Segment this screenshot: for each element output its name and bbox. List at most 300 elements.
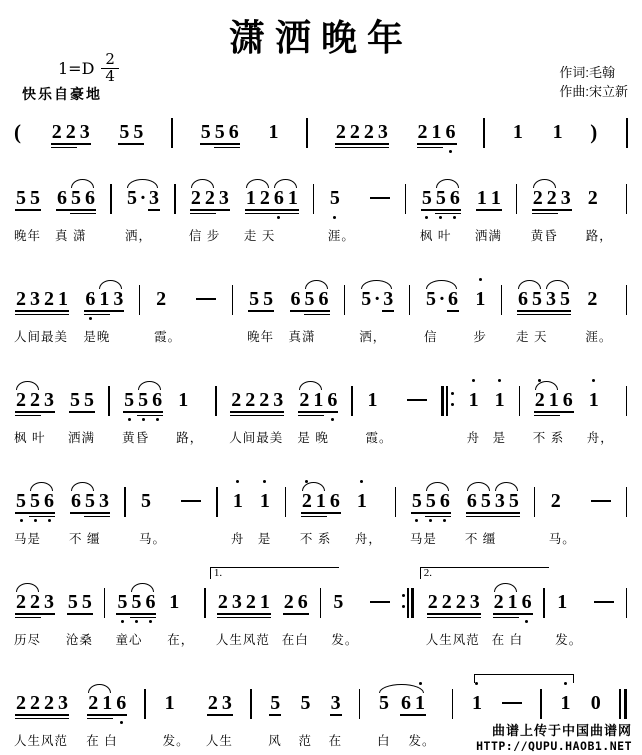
note-digit: 5 <box>425 490 436 512</box>
note-digits <box>231 491 245 512</box>
note-digit: 6 <box>521 591 532 613</box>
lyric-text: 是 <box>492 431 507 445</box>
slur-arc <box>71 482 94 491</box>
beam-underline <box>476 209 502 211</box>
note-group <box>154 277 168 321</box>
beam-underline <box>417 147 443 149</box>
note-digits <box>420 188 462 209</box>
beam-underline <box>84 310 124 312</box>
note-digit: 5 <box>333 591 344 613</box>
note-group <box>117 110 145 154</box>
note-digit: 6 <box>56 187 67 209</box>
barline-thin <box>619 689 621 719</box>
note-group <box>589 681 603 725</box>
note-digit: 6 <box>70 490 81 512</box>
note-digit: 5 <box>300 692 311 714</box>
note-digit: 1 <box>232 490 243 512</box>
note-digits <box>117 122 145 143</box>
beam-underline <box>130 617 156 619</box>
beam-underline <box>298 411 338 413</box>
octave-dot-low <box>443 519 446 522</box>
barline-thick <box>441 386 444 416</box>
beam-underline <box>29 516 55 518</box>
octave-dot-low <box>449 150 452 153</box>
beam-underline <box>532 213 558 215</box>
lyric-text: 舟 <box>230 532 245 546</box>
note-digit: 5 <box>67 591 78 613</box>
note-digit: 5 <box>435 187 446 209</box>
note-digit: 1 <box>259 591 270 613</box>
repeat-end-sign <box>402 580 416 624</box>
beam-underline <box>70 213 96 215</box>
note-digit: 6 <box>445 121 456 143</box>
dash-continuation <box>405 378 429 422</box>
barline <box>104 588 106 618</box>
note-digit: 2 <box>204 187 215 209</box>
lyric-text: 涯。 <box>585 330 613 344</box>
beam-underline <box>56 209 96 211</box>
measure-barline <box>174 176 176 220</box>
note-digit: 2 <box>190 187 201 209</box>
barline <box>516 184 518 214</box>
measure-barline <box>232 277 234 321</box>
note-digit: 5 <box>117 591 128 613</box>
beam-underline <box>118 143 144 145</box>
note-digit: 5 <box>214 121 225 143</box>
octave-dot-low <box>142 418 145 421</box>
note-group <box>68 378 96 422</box>
lyric-text: 洒， <box>359 330 387 344</box>
note-group <box>587 378 601 422</box>
dash-continuation <box>592 580 616 624</box>
octave-dot-low <box>525 620 528 623</box>
octave-dot-low <box>121 620 124 623</box>
lyric-text: 涯。 <box>327 229 355 243</box>
note-digit: 2 <box>245 389 256 411</box>
note-digits <box>410 491 452 512</box>
note-digit: 1 <box>315 490 326 512</box>
note-digits <box>426 592 482 613</box>
barline-thin <box>407 588 409 618</box>
score-line <box>14 176 628 242</box>
note-digits <box>365 390 379 411</box>
note-digits <box>470 693 484 714</box>
barline <box>405 184 407 214</box>
note-digits <box>300 491 342 512</box>
note-group <box>86 681 128 725</box>
note-group <box>258 479 272 523</box>
note-group <box>470 681 484 725</box>
lyric-text: 路， <box>585 229 613 243</box>
parenthesis-glyph: ) <box>590 120 598 144</box>
octave-dot-low <box>415 519 418 522</box>
barline-thick <box>411 588 414 618</box>
barline <box>626 487 628 517</box>
beam-underline <box>190 209 230 211</box>
note-digit: 2 <box>88 692 99 714</box>
lyric-text: 路， <box>176 431 204 445</box>
octave-dot-low <box>333 216 336 219</box>
note-digits <box>282 592 310 613</box>
note-digit: 1 <box>313 389 324 411</box>
note-digits <box>122 390 164 411</box>
note-group <box>83 277 125 321</box>
dash-line <box>594 601 614 603</box>
score-line <box>14 567 628 647</box>
octave-dot-low <box>89 317 92 320</box>
lyric-text: 真 潇 <box>54 229 87 243</box>
dash-line <box>407 399 427 401</box>
note-digits <box>68 390 96 411</box>
note-digits <box>244 188 300 209</box>
note-digit: 2 <box>534 389 545 411</box>
barline <box>250 689 252 719</box>
note-digit: 2 <box>217 591 228 613</box>
note-digit: 3 <box>469 591 480 613</box>
lyric-text: 发。 <box>555 633 583 647</box>
lyric-text: 不 系 <box>299 532 332 546</box>
note-digit: 2 <box>156 288 167 310</box>
note-group <box>298 681 312 725</box>
note-digits <box>331 592 345 613</box>
barline <box>306 118 308 148</box>
note-digit: 5 <box>124 389 135 411</box>
beam-underline <box>15 310 69 312</box>
note-digit: 5 <box>560 288 571 310</box>
note-group <box>334 110 390 154</box>
octave-dot-low <box>34 519 37 522</box>
note-digits <box>297 390 339 411</box>
beam-underline <box>15 209 41 211</box>
note-digits <box>329 693 343 714</box>
dash-continuation <box>179 479 203 523</box>
note-digit: 5 <box>84 490 95 512</box>
note-digits <box>189 188 231 209</box>
barline <box>626 386 628 416</box>
note-digit: 1 <box>548 389 559 411</box>
lyric-text: 枫 叶 <box>14 431 46 445</box>
measure-barline <box>626 378 628 422</box>
measure-barline <box>139 277 141 321</box>
note-digit: 5 <box>131 591 142 613</box>
lyric-text: 霞。 <box>365 431 393 445</box>
note-group <box>331 580 345 624</box>
measure-barline <box>626 479 628 523</box>
note-digit: 2 <box>283 591 294 613</box>
note-digit: 5 <box>70 187 81 209</box>
note-group <box>282 580 310 624</box>
barline <box>108 386 110 416</box>
barline <box>144 689 146 719</box>
parenthesis <box>590 110 600 154</box>
note-digit: 6 <box>329 490 340 512</box>
note-digit: 3 <box>98 490 109 512</box>
lyric-text: 人生风范 <box>215 633 270 647</box>
beam-underline <box>214 147 240 149</box>
note-group <box>206 681 234 725</box>
lyric-text: 童心 <box>115 633 143 647</box>
slur-arc <box>426 280 457 289</box>
note-digits <box>328 188 342 209</box>
note-digit: 3 <box>44 591 54 613</box>
slur-arc <box>546 280 569 289</box>
slur-arc <box>299 381 322 390</box>
repeat-dot <box>451 392 454 395</box>
barline <box>540 689 542 719</box>
note-digit: 6 <box>44 490 54 512</box>
note-digit: 2 <box>30 389 40 411</box>
slur-arc <box>191 179 214 188</box>
note-digit: 5 <box>30 490 40 512</box>
lyric-text: 信 步 <box>188 229 221 243</box>
measure-barline <box>313 176 315 220</box>
note-digit: 3 <box>58 692 68 714</box>
note-group <box>266 110 280 154</box>
note-group <box>533 378 575 422</box>
beam-underline <box>534 411 574 413</box>
beam-underline <box>301 516 327 518</box>
note-digit: 1 <box>431 121 442 143</box>
score-line <box>14 110 628 154</box>
note-digit: 5 <box>263 288 274 310</box>
note-digits <box>334 122 390 143</box>
lyric-text: 风 <box>268 734 282 748</box>
beam-underline <box>190 213 216 215</box>
dash-continuation <box>368 580 392 624</box>
note-digit: 0 <box>590 692 601 714</box>
lyric-text: 马。 <box>138 532 166 546</box>
note-digits <box>416 122 458 143</box>
note-digit: 5 <box>532 288 543 310</box>
site-name: 曲谱上传于中国曲谱网 <box>491 723 632 738</box>
score-line <box>14 479 628 545</box>
note-digit: 2 <box>231 389 242 411</box>
note-digits <box>289 289 331 310</box>
note-digits <box>424 289 460 310</box>
note-digits <box>216 592 272 613</box>
measure-barline <box>171 110 173 154</box>
note-digits <box>14 592 56 613</box>
beam-underline <box>304 314 330 316</box>
note-digits <box>14 491 56 512</box>
octave-dot-low <box>48 519 51 522</box>
note-group <box>355 479 369 523</box>
lyric-text: 发。 <box>162 734 190 748</box>
measure-barline <box>104 580 106 624</box>
note-group <box>125 176 161 220</box>
octave-dot-low <box>277 216 280 219</box>
note-digits <box>154 289 168 310</box>
note-digit: 2 <box>44 288 54 310</box>
lyric-text: 在白 <box>281 633 309 647</box>
note-digit: 2 <box>587 187 598 209</box>
measure-barline <box>626 580 628 624</box>
note-digit: 5 <box>16 490 26 512</box>
note-digits <box>516 289 572 310</box>
note-digit: 1 <box>512 121 523 143</box>
site-url: HTTP://QUPU.HAOB1.NET <box>476 739 632 753</box>
measure-barline <box>409 277 411 321</box>
barline <box>534 487 536 517</box>
beam-underline <box>411 512 451 514</box>
beam-underline <box>400 714 426 716</box>
note-digit: 1 <box>552 121 563 143</box>
beam-underline <box>207 714 233 716</box>
beam-underline <box>517 314 571 316</box>
barline <box>452 689 454 719</box>
note-digit: 6 <box>518 288 529 310</box>
key-label: 1=D <box>58 58 95 78</box>
lyric-text: 洒满 <box>68 431 96 445</box>
note-digit: · <box>438 288 446 310</box>
dash-line <box>502 702 522 704</box>
note-digits <box>206 693 234 714</box>
note-digits <box>298 693 312 714</box>
note-group <box>473 277 487 321</box>
note-digit: 2 <box>550 490 561 512</box>
measure-barline <box>534 479 536 523</box>
note-digit: 6 <box>228 121 239 143</box>
lyric-text: 黄昏 <box>122 431 150 445</box>
measure-barline <box>626 176 628 220</box>
footer <box>476 720 632 753</box>
note-digits <box>247 289 275 310</box>
note-group <box>549 479 563 523</box>
beam-underline <box>217 617 271 619</box>
lyric-text: 是 晚 <box>297 431 329 445</box>
note-digit: 2 <box>16 389 26 411</box>
note-digit: 1 <box>476 187 487 209</box>
note-digit: 1 <box>245 187 256 209</box>
song-title: 潇洒晚年 <box>228 17 413 59</box>
note-group <box>416 110 458 154</box>
note-digit: 2 <box>493 591 504 613</box>
note-group <box>465 479 521 523</box>
note-digits <box>266 122 280 143</box>
octave-dot-high <box>472 379 475 382</box>
lyric-text: 舟， <box>354 532 382 546</box>
beam-underline <box>269 714 281 716</box>
beam-underline <box>15 714 69 716</box>
beam-underline <box>248 310 274 312</box>
slur-arc <box>426 482 449 491</box>
note-digit: 1 <box>468 389 479 411</box>
dash-continuation <box>368 176 392 220</box>
note-digit: 1 <box>367 389 378 411</box>
slur-arc <box>127 179 158 188</box>
note-digit: 3 <box>231 591 242 613</box>
note-digit: · <box>139 187 147 209</box>
lyric-text: 不 缰 <box>464 532 497 546</box>
note-group <box>69 479 111 523</box>
barline <box>395 487 397 517</box>
note-group <box>167 580 181 624</box>
beam-underline <box>534 415 560 417</box>
note-digit: 3 <box>273 389 284 411</box>
measure-barline <box>110 176 112 220</box>
beam-underline <box>200 143 240 145</box>
note-digit: 6 <box>449 187 460 209</box>
note-group <box>329 681 343 725</box>
dash-line <box>591 500 611 502</box>
slur-arc <box>88 684 111 693</box>
lyric-text: 信 <box>423 330 438 344</box>
measure-barline <box>124 479 126 523</box>
note-group <box>139 479 153 523</box>
lyric-text: 走 天 <box>516 330 548 344</box>
barline <box>626 118 628 148</box>
note-digit: 2 <box>363 121 374 143</box>
barline <box>519 386 521 416</box>
measure-barline <box>626 110 628 154</box>
note-group <box>115 580 157 624</box>
lyric-text: 在 <box>328 734 343 748</box>
beam-underline <box>15 512 55 514</box>
beam-underline <box>493 617 519 619</box>
note-digit: 5 <box>480 490 491 512</box>
note-digit: 2 <box>455 591 466 613</box>
dash-line <box>370 197 390 199</box>
barline <box>110 184 112 214</box>
beam-underline <box>425 516 451 518</box>
lyric-text: 霞。 <box>154 330 182 344</box>
note-digit: 5 <box>140 490 151 512</box>
note-digit: 6 <box>447 288 458 310</box>
measure-barline <box>359 681 361 725</box>
beam-underline <box>137 415 163 417</box>
note-group <box>359 277 395 321</box>
repeat-dot <box>402 594 405 597</box>
barline <box>215 386 217 416</box>
beam-underline <box>15 617 41 619</box>
barline <box>626 285 628 315</box>
note-digit: 2 <box>30 692 40 714</box>
beam-underline <box>283 613 309 615</box>
measure-barline <box>204 580 206 624</box>
note-digits <box>355 491 369 512</box>
octave-dot-high <box>479 278 482 281</box>
note-digit: 1 <box>259 490 270 512</box>
beam-underline <box>69 411 95 413</box>
beam-underline <box>532 209 572 211</box>
barline <box>409 285 411 315</box>
note-digits <box>268 693 282 714</box>
note-group <box>420 176 462 220</box>
note-digits <box>377 693 427 714</box>
note-digits <box>585 289 599 310</box>
slur-arc <box>494 583 517 592</box>
note-digits <box>549 491 563 512</box>
beam-underline <box>447 310 459 312</box>
note-digit: 6 <box>290 288 301 310</box>
lyric-text: 沧桑 <box>65 633 93 647</box>
beam-underline <box>84 516 110 518</box>
measure-barline <box>540 681 542 725</box>
octave-dot-low <box>453 216 456 219</box>
note-digit: 6 <box>116 692 127 714</box>
composer-credit: 作曲:宋立新 <box>559 83 628 99</box>
score-area <box>0 110 642 747</box>
note-digit: 6 <box>439 490 450 512</box>
lyricist-credit: 作词:毛翰 <box>559 65 615 80</box>
note-digit: 1 <box>169 591 180 613</box>
barline <box>174 184 176 214</box>
meter-denominator: 4 <box>105 66 115 85</box>
barline <box>216 487 218 517</box>
lyric-text: 人生 <box>205 734 233 748</box>
beam-underline <box>148 209 160 211</box>
beam-underline <box>298 415 324 417</box>
